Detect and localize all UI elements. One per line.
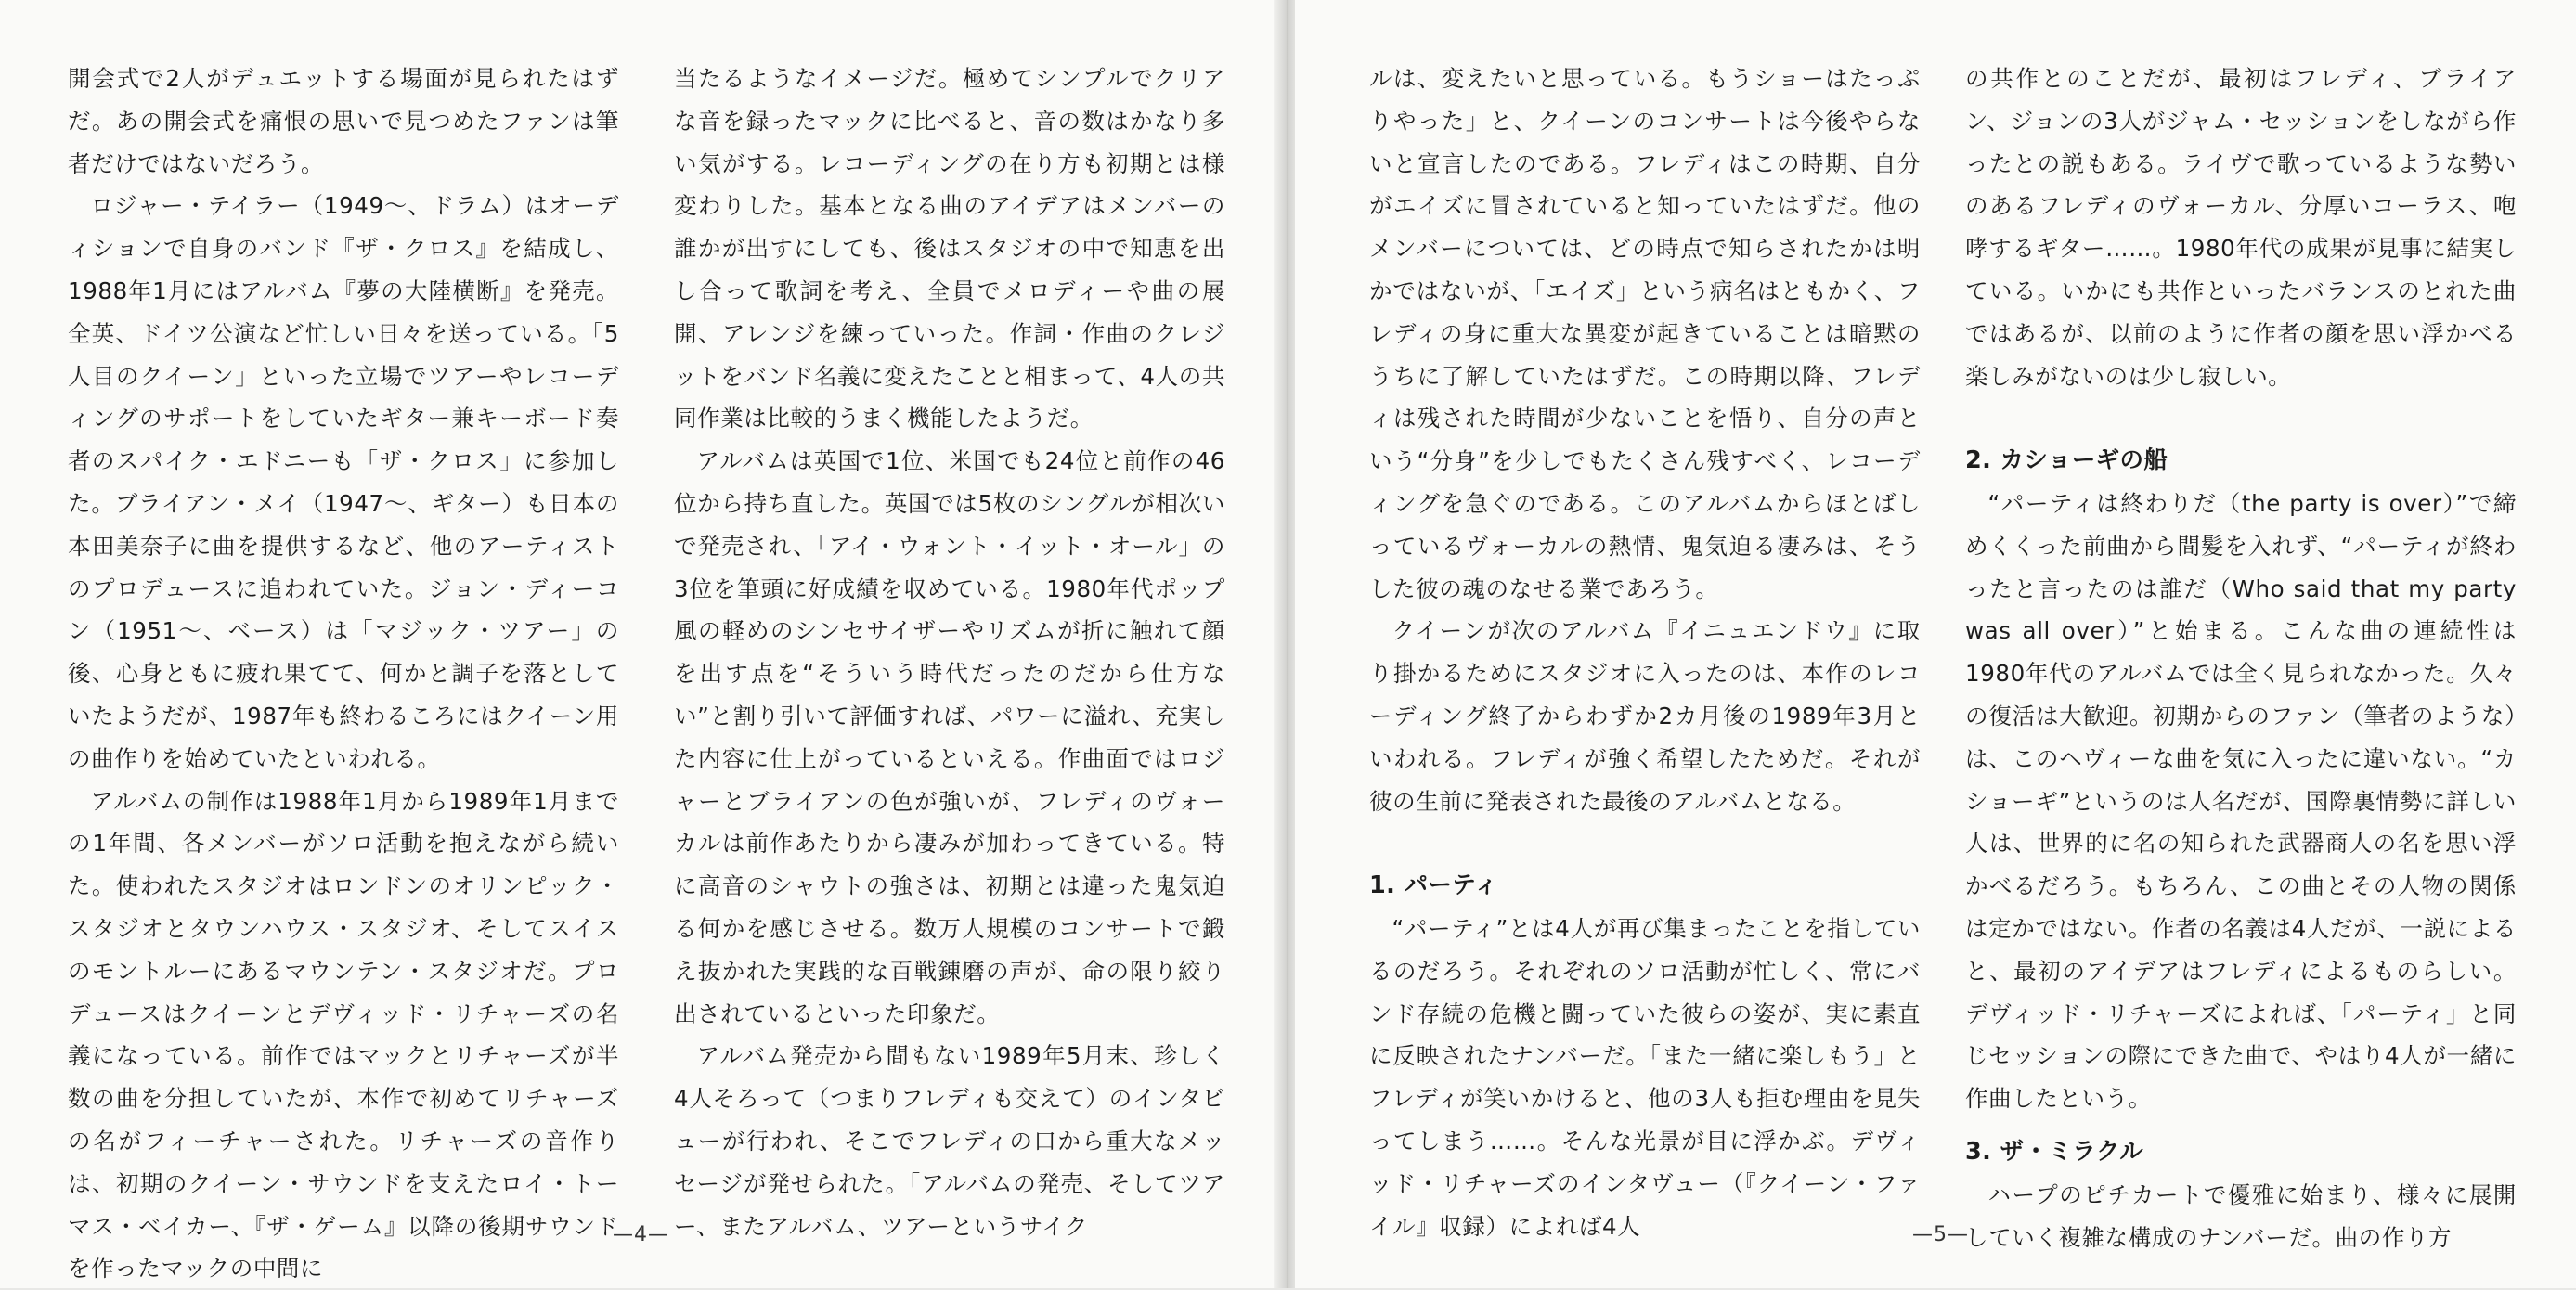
section-spacer xyxy=(1965,1120,2517,1131)
track-heading: 3. ザ・ミラクル xyxy=(1965,1137,2144,1166)
left-page xyxy=(0,0,1281,1288)
track-heading: 1. パーティ xyxy=(1369,871,1499,900)
left-page-column-2 xyxy=(674,58,1225,1247)
page-number-left: —4— xyxy=(613,1223,669,1246)
track-heading: 2. カショーギの船 xyxy=(1965,446,2168,475)
paragraph: ルは、変えたいと思っている。もうショーはたっぷりやった」と、クイーンのコンサートは今後やらないと宣言したのである。フレディはこの時期、自分がエイズに冒されていると知っていたはずだ。他のメンバーについては、どの時点で知らされたかは明かではないが、「エイズ」という病名はともかく、フレディの身に重大な異変が起きていることは暗黙のうちに了解していたはずだ。この時期以降、フレディは残された時間が少ないことを悟り、自分の声という“分身”を少しでもたくさん残すべく、レコーディングを急ぐのである。このアルバムからほとばしっているヴォーカルの熱情、鬼気迫る凄みは、そうした彼の魂のなせる業であろう。 xyxy=(1369,65,1921,602)
paragraph: “パーティは終わりだ（the party is over）”で締めくくった前曲から間髪を入れず、“パーティが終わったと言ったのは誰だ（Who said that my party was all over）”と始まる。こんな曲の連続性は1980年代のアルバムでは全く見られなかった。久々の復活は大歓迎。初期からのファン（筆者のような）は、このヘヴィーな曲を気に入ったに違いない。“カショーギ”というのは人名だが、国際裏情勢に詳しい人は、世界的に名の知られた武器商人の名を思い浮かべるだろう。もちろん、この曲とその人物の関係は定かではない。作者の名義は4人だが、一説によると、最初のアイデアはフレディによるものらしい。デヴィッド・リチャーズによれば、「パーティ」と同じセッションの際にできた曲で、やはり4人が一緒に作曲したという。 xyxy=(1965,489,2517,1113)
paragraph: 当たるようなイメージだ。極めてシンプルでクリアな音を録ったマックに比べると、音の数はかなり多い気がする。レコーディングの在り方も初期とは様変わりした。基本となる曲のアイデアはメンバーの誰かが出すにしても、後はスタジオの中で知恵を出し合って歌詞を考え、全員でメロディーや曲の展開、アレンジを練っていった。作詞・作曲のクレジットをバンド名義に変えたことと相まって、4人の共同作業は比較的うまく機能したようだ。 xyxy=(674,65,1225,432)
paragraph: “パーティ”とは4人が再び集まったことを指しているのだろう。それぞれのソロ活動が忙しく、常にバンド存続の危機と闘っていた彼らの姿が、実に素直に反映されたナンバーだ。「また一緒に楽しもう」とフレディが笑いかけると、他の3人も拒む理由を見失ってしまう……。そんな光景が目に浮かぶ。デヴィッド・リチャーズのインタヴュー（『クイーン・ファイル』収録）によれば4人 xyxy=(1369,914,1921,1240)
paragraph: クイーンが次のアルバム『イニュエンドウ』に取り掛かるためにスタジオに入ったのは、本作のレコーディング終了からわずか2カ月後の1989年3月といわれる。フレディが強く希望したためだ。それが彼の生前に発表された最後のアルバムとなる。 xyxy=(1369,617,1921,815)
page-number-right: —5— xyxy=(1912,1223,1969,1246)
paragraph: ハープのピチカートで優雅に始まり、様々に展開していく複雑な構成のナンバーだ。曲の作り方 xyxy=(1965,1180,2517,1251)
paragraph: アルバムの制作は1988年1月から1989年1月までの1年間、各メンバーがソロ活動を抱えながら続いた。使われたスタジオはロンドンのオリンピック・スタジオとタウンハウス・スタジオ、そしてスイスのモントルーにあるマウンテン・スタジオだ。プロデュースはクイーンとデヴィッド・リチャーズの名義になっている。前作ではマックとリチャーズが半数の曲を分担していたが、本作で初めてリチャーズの名がフィーチャーされた。リチャーズの音作りは、初期のクイーン・サウンドを支えたロイ・トーマス・ベイカー、『ザ・ゲーム』以降の後期サウンドを作ったマックの中間に xyxy=(68,787,619,1283)
right-page-column-1 xyxy=(1369,58,1921,1247)
paragraph: ロジャー・テイラー（1949〜、ドラム）はオーディションで自身のバンド『ザ・クロス』を結成し、1988年1月にはアルバム『夢の大陸横断』を発売。全英、ドイツ公演など忙しい日々を送っている。「5人目のクイーン」といった立場でツアーやレコーディングのサポートをしていたギター兼キーボード奏者のスパイク・エドニーも「ザ・クロス」に参加した。ブライアン・メイ（1947〜、ギター）も日本の本田美奈子に曲を提供するなど、他のアーティストのプロデュースに追われていた。ジョン・ディーコン（1951〜、ベース）は「マジック・ツアー」の後、心身ともに疲れ果てて、何かと調子を落としていたようだが、1987年も終わるころにはクイーン用の曲作りを始めていたといわれる。 xyxy=(68,192,619,772)
right-page-column-2 xyxy=(1965,58,2517,1258)
section-spacer xyxy=(1369,822,1921,865)
paragraph: 開会式で2人がデュエットする場面が見られたはずだ。あの開会式を痛恨の思いで見つめたファンは筆者だけではないだろう。 xyxy=(68,65,619,177)
paragraph: アルバム発売から間もない1989年5月末、珍しく4人そろって（つまりフレディも交えて）のインタビューが行われ、そこでフレディの口から重大なメッセージが発せられた。「アルバムの発売、そしてツアー、またアルバム、ツアーというサイク xyxy=(674,1042,1225,1240)
right-page xyxy=(1295,0,2576,1288)
paragraph: アルバムは英国で1位、米国でも24位と前作の46位から持ち直した。英国では5枚のシングルが相次いで発売され、「アイ・ウォント・イット・オール」の3位を筆頭に好成績を収めている。1980年代ポップ風の軽めのシンセサイザーやリズムが折に触れて顔を出す点を“そういう時代だったのだから仕方ない”と割り引いて評価すれば、パワーに溢れ、充実した内容に仕上がっているといえる。作曲面ではロジャーとブライアンの色が強いが、フレディのヴォーカルは前作あたりから凄みが加わってきている。特に高音のシャウトの強さは、初期とは違った鬼気迫る何かを感じさせる。数万人規模のコンサートで鍛え抜かれた実践的な百戦錬磨の声が、命の限り絞り出されているといった印象だ。 xyxy=(674,447,1225,1027)
left-page-column-1 xyxy=(68,58,619,1290)
paragraph: の共作とのことだが、最初はフレディ、ブライアン、ジョンの3人がジャム・セッションをしながら作ったとの説もある。ライヴで歌っているような勢いのあるフレディのヴォーカル、分厚いコーラス、咆哮するギター……。1980年代の成果が見事に結実している。いかにも共作といったバランスのとれた曲ではあるが、以前のように作者の顔を思い浮かべる楽しみがないのは少し寂しい。 xyxy=(1965,65,2517,390)
section-spacer xyxy=(1965,397,2517,440)
